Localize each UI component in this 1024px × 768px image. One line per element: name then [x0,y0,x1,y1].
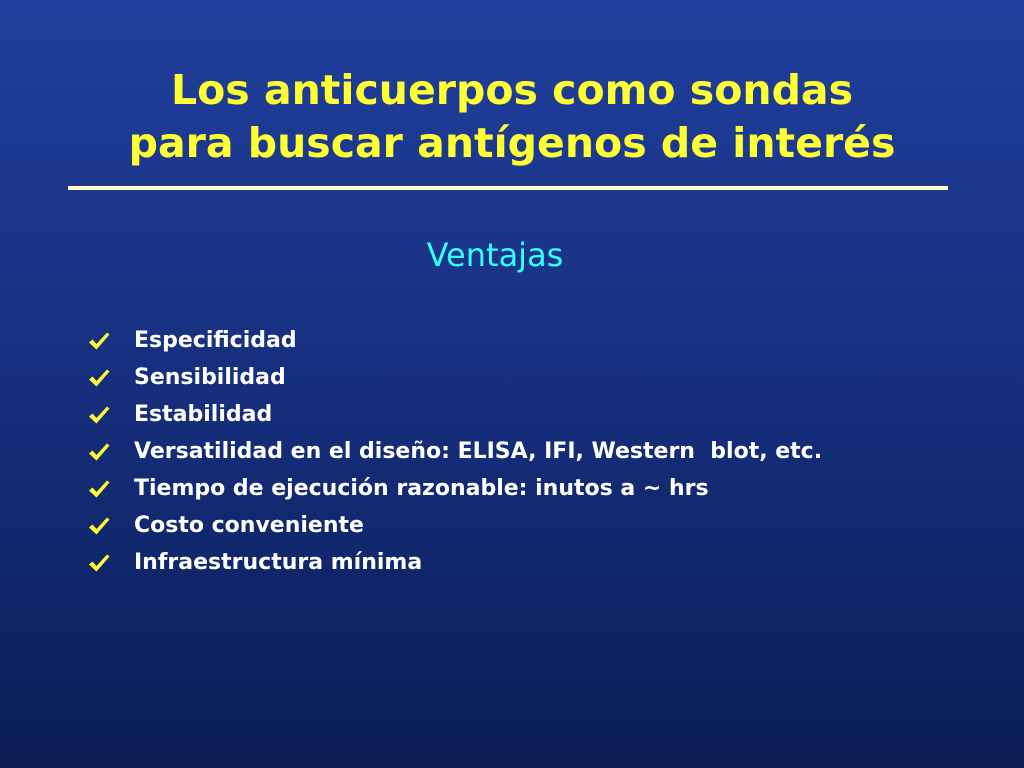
title-divider [68,186,948,190]
list-item-label: Costo conveniente [134,513,364,538]
title-line-1: Los anticuerpos como sondas [170,66,853,114]
checkmark-icon [88,368,110,388]
checkmark-icon [88,331,110,351]
list-item-label: Infraestructura mínima [134,550,423,575]
checkmark-icon [88,516,110,536]
list-item-label: Especificidad [134,328,297,353]
list-item-label: Versatilidad en el diseño: ELISA, IFI, Western blot, etc. [134,439,823,464]
list-item-label: Sensibilidad [134,365,286,390]
title-line-2: para buscar antígenos de interés [128,119,896,167]
checkmark-icon [88,405,110,425]
checkmark-icon [88,553,110,573]
checkmark-icon [88,442,110,462]
list-item-label: Estabilidad [134,402,273,427]
section-subtitle: Ventajas [426,236,564,274]
checkmark-icon [88,479,110,499]
list-item-label: Tiempo de ejecución razonable: inutos a ~ hrs [134,476,709,501]
slide-title [0,64,1024,170]
